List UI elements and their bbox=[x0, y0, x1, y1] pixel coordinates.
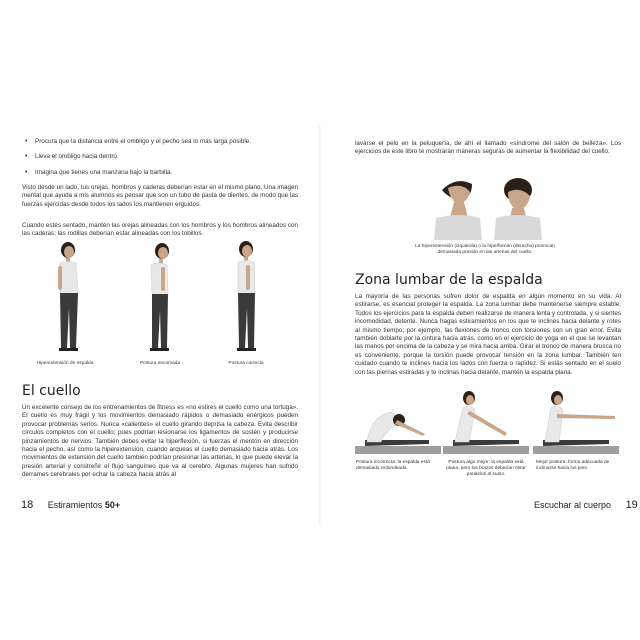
paragraph-sitting: Cuando estés sentado, mantén las orejas alineadas con los hombros y los hombros alineados con las caderas; las rodillas deberían estar alineadas con los tobillos. bbox=[22, 222, 298, 238]
right-footer bbox=[534, 499, 638, 511]
paragraph-neck: Un excelente consejo de los entrenamientos de fitness es «no estires el cuello como una tortuga». El cuello es muy frágil y los movimientos demasiado rápidos o demasiado enérgicos pueden provocar problemas serios. Nunca «calientes» el cuello girando deprisa la cabeza. Evita describir círculos completos con el cuello; pues podrían lesionarse los ligamentos de sostén y producirse pinzamientos de nervios. También debes evitar la hiperflexión, si fuerzas el mentón en dirección hacia el pecho, así como la hiperextensión, cuando arqueas el cuello demasiado hacia atrás. Los movimientos de extensión del cuello también podrían presionar las arterias, lo que puede elevar la presión arterial y constreñir el flujo sanguíneo que va al cerebro. Algunas mujeres han sufrido derrames cerebrales por echar la cabeza hacia atrás al bbox=[22, 404, 298, 479]
photo-neck-hyperflexion bbox=[488, 172, 546, 240]
right-page bbox=[320, 0, 640, 640]
caption-neck: La hiperextensión (izquierda) o la hiperflexión (derecha) provocan demasiada presión en las arterias del cuello. bbox=[415, 244, 555, 255]
photo-seated-better bbox=[443, 384, 529, 454]
book-title-bold: 50+ bbox=[104, 500, 121, 510]
bullet-list bbox=[22, 138, 292, 184]
left-footer bbox=[21, 499, 120, 511]
bullet-item: • Procura que la distancia entre el ombligo y el pecho sea lo más larga posible. bbox=[22, 138, 292, 146]
paragraph-posture: Visto desde un lado, tus orejas, hombros y caderas deberían estar en el mismo plano. Una imagen mental que ayuda a mis alumnos es pensar que son un tubo de pasta de dientes, de modo que las fuerzas ejercidas desde todos los lados los mantienen erguidos. bbox=[22, 184, 298, 208]
photo-neck-hyperextension bbox=[428, 172, 486, 240]
section-title: Escuchar al cuerpo bbox=[534, 500, 612, 510]
caption-seated-better: Postura algo mejor: la espalda está plana, pero los brazos deberían estar paralelos al suelo. bbox=[446, 460, 526, 477]
heading-neck: El cuello bbox=[22, 383, 81, 399]
caption-seated-incorrect: Postura incorrecta: la espalda está demasiado redondeada. bbox=[356, 460, 430, 471]
page-number-left: 18 bbox=[21, 499, 34, 511]
figure-slouched bbox=[140, 238, 180, 358]
caption-slouched: Postura encorvada bbox=[139, 361, 181, 366]
photo-seated-incorrect bbox=[355, 390, 441, 454]
caption-hyperextension: Hiperextensión de espalda bbox=[36, 361, 94, 366]
page-number-right: 19 bbox=[625, 499, 638, 511]
figure-hyperextension bbox=[48, 238, 88, 358]
paragraph-salon: lavarse el pelo en la peluquería, de ahí el llamado «síndrome del salón de belleza». Los ejercicios de este libro te mostrarán maneras seguras de aumentar la flexibilidad del cuello. bbox=[355, 140, 621, 156]
paragraph-lower-back: La mayoría de las personas sufren dolor de espalda en algún momento en su vida. Al estirarse, es esencial proteger la espalda. La zona lumbar debe mantenerse siempre estable. Todos los ejercicios para la espalda deben realizarse de manera lenta y controlada, y si sientes incomodidad, detente. Nunca hagas estiramientos en los que te inclines hacia delante y rotes al mismo tiempo; por ejemplo, las flexiones de tronco con torsiones son un gran error. Evita también doblarte por la cintura hacia atrás, como en el ejercicio de yoga en el que se levantan las manos por encima de la cabeza y se mira hacia arriba. Girar el tronco de manera brusca no es conveniente, porque la torsión puede provocar tensión en la zona lumbar. También ten cuidado cuando te inclines hacia los lados con fuerza o rapidez. Si estás sentado en el suelo con las piernas estiradas y te inclinas hacia delante, mantén la espalda plana. bbox=[355, 293, 621, 376]
figure-correct-posture bbox=[226, 238, 266, 358]
bullet-item: • Lleva el ombligo hacia dentro. bbox=[22, 153, 292, 161]
heading-lower-back: Zona lumbar de la espalda bbox=[355, 272, 543, 288]
caption-seated-best: Mejor postura: forma adecuada de inclinarse hacia los pies. bbox=[536, 460, 610, 471]
bullet-item: • Imagina que tienes una manzana bajo la barbilla. bbox=[22, 169, 292, 177]
book-title: Estiramientos bbox=[47, 500, 103, 510]
photo-seated-best bbox=[533, 384, 619, 454]
caption-correct: Postura correcta bbox=[228, 361, 264, 366]
